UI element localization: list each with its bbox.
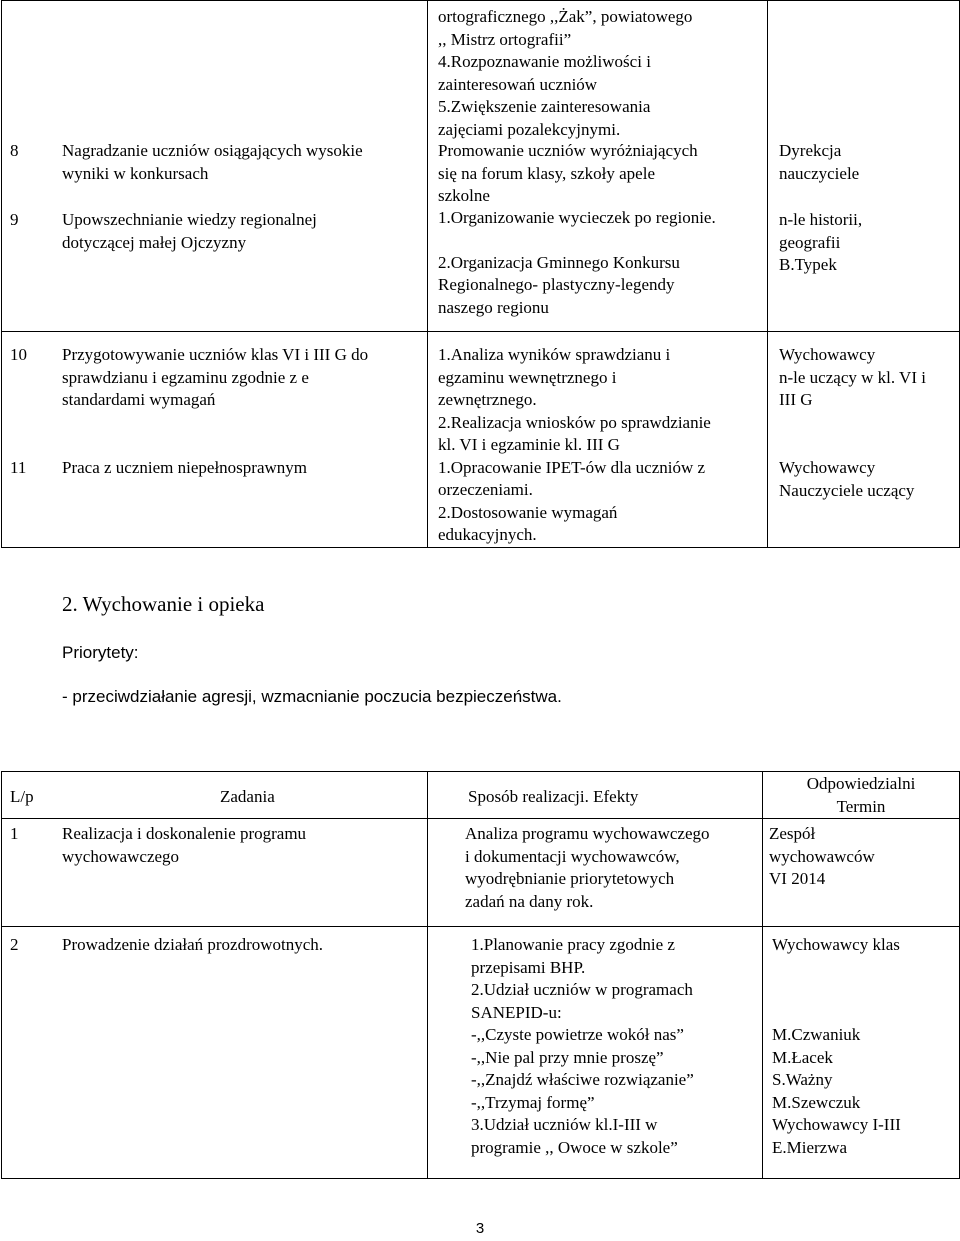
page-number: 3 [475,1220,485,1237]
task-text: Realizacja i doskonalenie programu wychowawczego [62,824,307,866]
table-cell-responsible [768,1,960,332]
method-text: 1.Organizowanie wycieczek po regionie. 2.Organizacja Gminnego Konkursu Regionalnego- plastyczny-legendy naszego regionu [438,208,716,317]
section-title: 2. Wychowanie i opieka [62,592,265,616]
responsible-text: Wychowawcy n-le uczący w kl. VI i III G [779,345,926,409]
priority-item: - przeciwdziałanie agresji, wzmacnianie poczucia bezpieczeństwa. [62,687,562,706]
method-text-continued: ortograficznego ,,Żak”, powiatowego ,, Mistrz ortografii” 4.Rozpoznawanie możliwości i zainteresowań uczniów 5.Zwiększenie zainteresowania zajęciami pozalekcyjnymi. [438,7,693,139]
header-term: Termin [836,796,886,816]
upbringing-table [1,771,960,1179]
row-number: 10 [10,345,27,364]
table-cell-task [2,927,428,1179]
method-text: 1.Analiza wyników sprawdzianu i egzaminu wewnętrznego i zewnętrznego. 2.Realizacja wniosków po sprawdzianie kl. VI i egzaminie kl. III G 1.Opracowanie IPET-ów dla uczniów z orzeczeniami. 2.Dostosowanie wymagań edukacyjnych. [438,345,711,544]
task-text: Prowadzenie działań prozdrowotnych. [62,935,324,954]
responsible-text: n-le historii, geografii B.Typek [779,210,863,274]
header-method: Sposób realizacji. Efekty [468,787,639,806]
responsible-text: Wychowawcy klas M.Czwaniuk M.Łacek S.Ważny M.Szewczuk Wychowawcy I-III E.Mierzwa [772,935,901,1157]
row-number: 8 [10,141,19,160]
task-text: Praca z uczniem niepełnosprawnym [62,458,307,477]
row-number: 2 [10,935,19,954]
header-cell-task [2,772,428,819]
table-cell-method [428,927,763,1179]
method-text: 1.Planowanie pracy zgodnie z przepisami BHP. 2.Udział uczniów w programach SANEPID-u: -,,Czyste powietrze wokół nas” -,,Nie pal przy mnie proszę” -,,Znajdź właściwe rozwiązanie” -,,Trzymaj formę” 3.Udział uczniów kl.I-III w programie ,, Owoce w szkole” [471,935,694,1157]
task-text: Upowszechnianie wiedzy regionalnej dotyczącej małej Ojczyzny [62,210,317,252]
responsible-text: Zespół wychowawców VI 2014 [769,824,875,888]
table-cell-task [2,1,428,332]
row-number: 11 [10,458,27,477]
method-text: Promowanie uczniów wyróżniających się na forum klasy, szkoły apele szkolne [438,141,698,205]
table-cell-task [2,819,428,927]
responsible-text: Dyrekcja nauczyciele [779,141,860,183]
header-lp: L/p [10,787,34,806]
task-text: Przygotowywanie uczniów klas VI i III G do sprawdzianu i egzaminu zgodnie z e standardami wymagań [62,345,369,409]
header-cell-responsible [763,772,960,819]
table-cell-responsible [768,332,960,548]
header-cell-method [428,772,763,819]
header-tasks: Zadania [220,787,275,806]
method-text: Analiza programu wychowawczego i dokumentacji wychowawców, wyodrębnianie priorytetowych zadań na dany rok. [465,824,710,911]
tasks-table-continued [1,0,960,548]
header-responsible: Odpowiedzialni [806,774,916,793]
row-number: 9 [10,210,19,229]
table-cell-responsible [763,927,960,1179]
priorities-label: Priorytety: [62,643,139,662]
task-text: Nagradzanie uczniów osiągających wysokie wyniki w konkursach [62,141,363,183]
row-number: 1 [10,824,19,843]
table-cell-task [2,332,428,548]
table-cell-method [428,819,763,927]
responsible-text: Wychowawcy Nauczyciele uczący [779,458,915,500]
table-cell-method [428,1,768,332]
table-cell-method [428,332,768,548]
table-cell-responsible [763,819,960,927]
